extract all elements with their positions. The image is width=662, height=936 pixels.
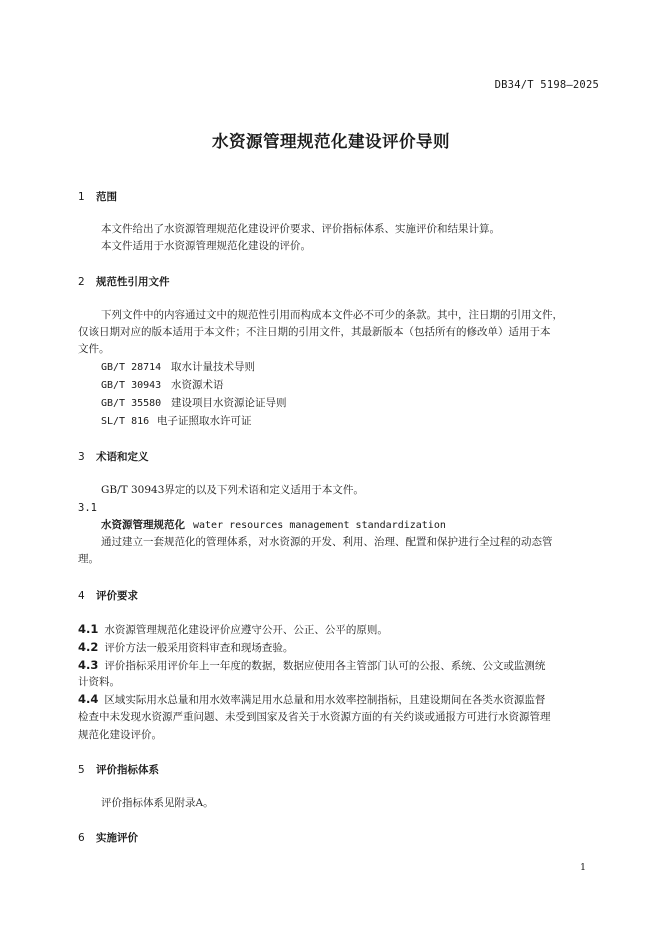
section-title: 范围 (96, 191, 117, 203)
section-number: 6 (78, 832, 85, 844)
clause-number: 4.1 (78, 622, 99, 636)
clause-4-3 (78, 656, 545, 675)
section-3-heading (78, 449, 149, 464)
page-title: 水资源管理规范化建设评价导则 (212, 132, 450, 151)
clause-number: 4.3 (78, 658, 99, 672)
paragraph-line: 下列文件中的内容通过文中的规范性引用而构成本文件必不可少的条款。其中，注日期的引用文件， (101, 309, 563, 321)
section-2-heading (78, 274, 170, 289)
section-title: 实施评价 (96, 832, 138, 844)
term-number: 3.1 (78, 502, 97, 514)
clause-number: 4.2 (78, 640, 99, 654)
section-title: 评价要求 (96, 590, 138, 602)
section-number: 3 (78, 451, 85, 463)
reference-item (101, 376, 224, 395)
reference-code: GB/T 28714 (101, 362, 162, 373)
reference-code: GB/T 30943 (101, 380, 162, 391)
paragraph-line: 文件。 (78, 343, 110, 355)
paragraph: 本文件适用于水资源管理规范化建设的评价。 (101, 240, 311, 252)
section-1-heading (78, 189, 117, 204)
section-6-heading (78, 830, 138, 845)
clause-4-4 (78, 690, 545, 709)
reference-name: 水资源术语 (171, 379, 224, 391)
paragraph: 本文件给出了水资源管理规范化建设评价要求、评价指标体系、实施评价和结果计算。 (101, 223, 500, 235)
section-title: 规范性引用文件 (96, 276, 170, 288)
reference-item (101, 358, 255, 377)
clause-line: 规范化建设评价。 (78, 729, 162, 741)
clause-text: 评价方法一般采用资料审查和现场查验。 (104, 642, 294, 654)
reference-item (101, 394, 287, 413)
section-number: 1 (78, 191, 85, 203)
definition-line: 理。 (78, 553, 99, 565)
page-number: 1 (580, 862, 587, 873)
section-title: 评价指标体系 (96, 764, 159, 776)
paragraph-line: 仅该日期对应的版本适用于本文件；不注日期的引用文件，其最新版本（包括所有的修改单）适用于本 (78, 326, 551, 338)
term-english: water resources management standardization (193, 520, 446, 531)
reference-name: 取水计量技术导则 (171, 361, 255, 373)
section-number: 5 (78, 764, 85, 776)
section-title: 术语和定义 (96, 451, 149, 463)
clause-number: 4.4 (78, 692, 99, 706)
reference-item (101, 412, 252, 431)
reference-name: 建设项目水资源论证导则 (171, 397, 287, 409)
clause-line: 计资料。 (78, 676, 120, 688)
clause-4-2 (78, 638, 293, 657)
section-number: 2 (78, 276, 85, 288)
clause-4-1 (78, 620, 388, 639)
clause-text: 评价指标采用评价年上一年度的数据，数据应使用各主管部门认可的公报、系统、公文或监测统 (104, 660, 546, 672)
section-number: 4 (78, 590, 85, 602)
paragraph: 评价指标体系见附录A。 (101, 797, 214, 809)
clause-line: 检查中未发现水资源严重问题、未受到国家及省关于水资源方面的有关约谈或通报方可进行水资源管理 (78, 711, 551, 723)
term-chinese: 水资源管理规范化 (101, 519, 185, 531)
section-5-heading (78, 762, 159, 777)
clause-text: 水资源管理规范化建设评价应遵守公开、公正、公平的原则。 (104, 624, 388, 636)
document-number: DB34/T 5198—2025 (494, 79, 599, 91)
reference-name: 电子证照取水许可证 (157, 415, 252, 427)
section-4-heading (78, 588, 138, 603)
definition-line: 通过建立一套规范化的管理体系，对水资源的开发、利用、治理、配置和保护进行全过程的动态管 (101, 536, 553, 548)
reference-code: SL/T 816 (101, 416, 150, 427)
paragraph: GB/T 30943界定的以及下列术语和定义适用于本文件。 (101, 484, 364, 496)
reference-code: GB/T 35580 (101, 398, 162, 409)
clause-text: 区域实际用水总量和用水效率满足用水总量和用水效率控制指标，且建设期间在各类水资源监督 (104, 694, 546, 706)
